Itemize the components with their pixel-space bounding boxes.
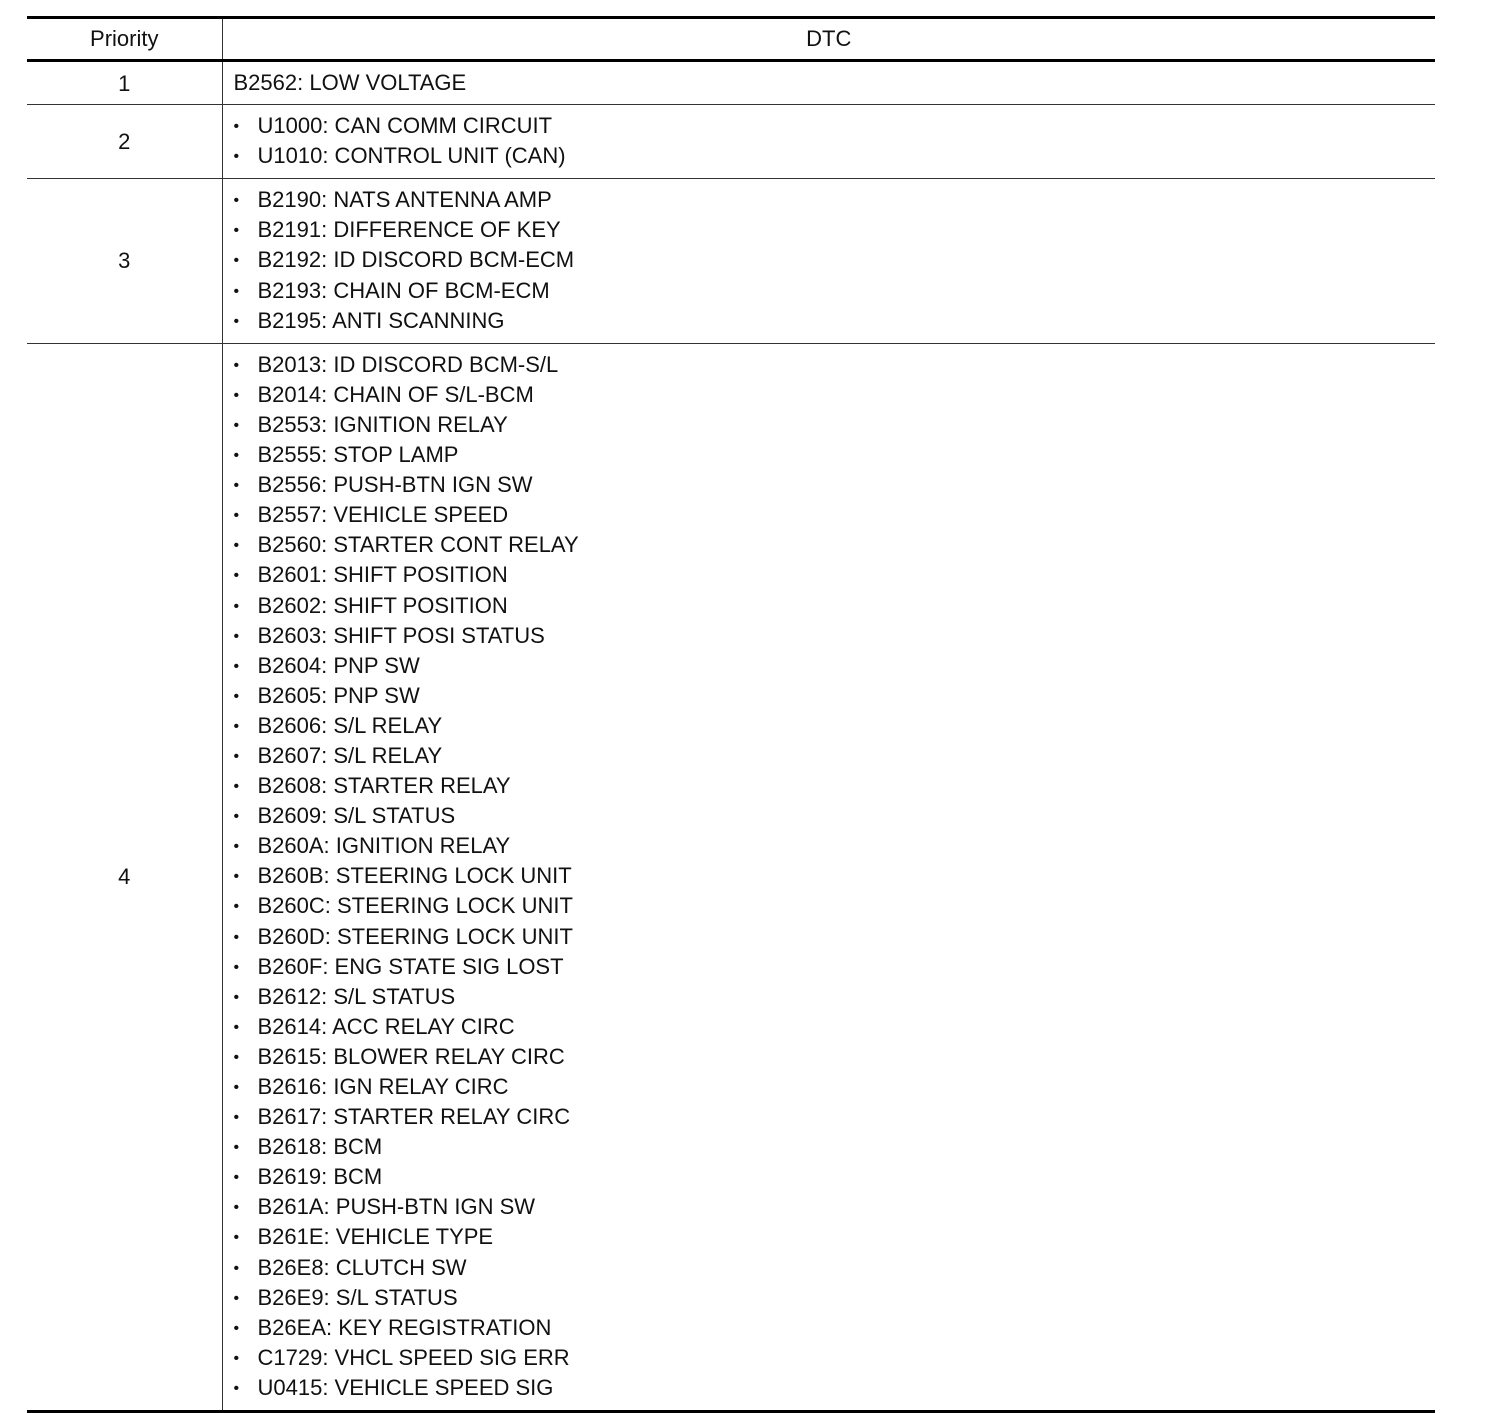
dtc-code-text: B2617: STARTER RELAY CIRC	[257, 1104, 571, 1130]
list-item	[234, 440, 1436, 470]
dtc-code-text: B2605: PNP SW	[257, 682, 420, 708]
priority-cell: 3	[27, 179, 222, 343]
list-item	[234, 1132, 1436, 1162]
list-item	[234, 1222, 1436, 1252]
dtc-code-text: B260A: IGNITION RELAY	[257, 833, 511, 859]
list-item	[234, 350, 1436, 380]
list-item	[234, 560, 1436, 590]
dtc-code-text: B2014: CHAIN OF S/L-BCM	[257, 381, 534, 407]
list-item	[234, 530, 1436, 560]
dtc-code-text: B2609: S/L STATUS	[257, 803, 456, 829]
bullet-icon: •	[233, 1018, 240, 1036]
bullet-icon: •	[233, 838, 240, 856]
bullet-icon: •	[233, 778, 240, 796]
dtc-code-text: B2195: ANTI SCANNING	[257, 307, 505, 333]
list-item	[234, 215, 1436, 245]
table-body	[27, 61, 1435, 1412]
list-item	[234, 591, 1436, 621]
bullet-icon: •	[233, 808, 240, 826]
dtc-code-text: B26EA: KEY REGISTRATION	[257, 1314, 552, 1340]
list-item	[234, 801, 1436, 831]
bullet-icon: •	[233, 447, 240, 465]
list-item	[234, 1373, 1436, 1403]
table-header-row	[27, 18, 1435, 61]
bullet-icon: •	[233, 1289, 240, 1307]
list-item	[234, 1192, 1436, 1222]
bullet-icon: •	[233, 118, 240, 136]
list-item	[234, 380, 1436, 410]
table-row	[27, 179, 1435, 343]
bullet-icon: •	[233, 537, 240, 555]
bullet-icon: •	[233, 1349, 240, 1367]
list-item	[234, 1313, 1436, 1343]
list-item	[234, 500, 1436, 530]
bullet-icon: •	[233, 627, 240, 645]
dtc-code-text: B26E9: S/L STATUS	[257, 1284, 458, 1310]
dtc-cell	[222, 61, 1435, 105]
bullet-icon: •	[233, 222, 240, 240]
list-item	[234, 771, 1436, 801]
bullet-icon: •	[233, 1379, 240, 1397]
dtc-code-text: B2192: ID DISCORD BCM-ECM	[257, 247, 575, 273]
dtc-code-text: B26E8: CLUTCH SW	[257, 1254, 467, 1280]
bullet-icon: •	[233, 477, 240, 495]
dtc-list	[234, 185, 1436, 335]
dtc-cell	[222, 105, 1435, 179]
dtc-code-text: B260C: STEERING LOCK UNIT	[257, 893, 573, 919]
list-item	[234, 741, 1436, 771]
dtc-code-text: B2614: ACC RELAY CIRC	[257, 1013, 515, 1039]
dtc-cell	[222, 343, 1435, 1411]
dtc-code-text: B261A: PUSH-BTN IGN SW	[257, 1194, 536, 1220]
dtc-code-text: B2615: BLOWER RELAY CIRC	[257, 1043, 565, 1069]
list-item	[234, 711, 1436, 741]
list-item	[234, 891, 1436, 921]
table-row	[27, 343, 1435, 1411]
bullet-icon: •	[233, 1259, 240, 1277]
bullet-icon: •	[233, 717, 240, 735]
dtc-code-text: B2606: S/L RELAY	[257, 712, 443, 738]
list-item	[234, 306, 1436, 336]
bullet-icon: •	[233, 416, 240, 434]
priority-cell: 4	[27, 343, 222, 1411]
table-row	[27, 105, 1435, 179]
list-item	[234, 1072, 1436, 1102]
list-item	[234, 185, 1436, 215]
dtc-code-text: U1000: CAN COMM CIRCUIT	[257, 113, 553, 139]
dtc-list	[234, 350, 1436, 1403]
list-item	[234, 1102, 1436, 1132]
dtc-list	[234, 68, 1436, 97]
list-item	[234, 861, 1436, 891]
bullet-icon: •	[233, 252, 240, 270]
bullet-icon: •	[233, 928, 240, 946]
dtc-code-text: B2553: IGNITION RELAY	[257, 411, 508, 437]
bullet-icon: •	[233, 1048, 240, 1066]
list-item	[234, 1283, 1436, 1313]
list-item	[234, 982, 1436, 1012]
bullet-icon: •	[233, 657, 240, 675]
list-item	[234, 681, 1436, 711]
dtc-column-header: DTC	[806, 26, 852, 52]
dtc-code-text: U1010: CONTROL UNIT (CAN)	[257, 143, 566, 169]
dtc-code-text: C1729: VHCL SPEED SIG ERR	[257, 1344, 570, 1370]
dtc-code-text: B260D: STEERING LOCK UNIT	[257, 923, 573, 949]
list-item	[234, 922, 1436, 952]
dtc-code-text: B2562: LOW VOLTAGE	[233, 70, 467, 95]
list-item	[234, 141, 1436, 171]
bullet-icon: •	[233, 1199, 240, 1217]
dtc-code-text: B2556: PUSH-BTN IGN SW	[257, 472, 533, 498]
bullet-icon: •	[233, 507, 240, 525]
dtc-cell	[222, 179, 1435, 343]
bullet-icon: •	[233, 356, 240, 374]
dtc-code-text: B2619: BCM	[257, 1164, 383, 1190]
bullet-icon: •	[233, 1139, 240, 1157]
list-item	[234, 651, 1436, 681]
dtc-code-text: B2560: STARTER CONT RELAY	[257, 532, 579, 558]
dtc-code-text: B261E: VEHICLE TYPE	[257, 1224, 494, 1250]
dtc-code-text: B260F: ENG STATE SIG LOST	[257, 953, 564, 979]
bullet-icon: •	[233, 1319, 240, 1337]
bullet-icon: •	[233, 1079, 240, 1096]
bullet-icon: •	[233, 312, 240, 330]
bullet-icon: •	[233, 1169, 240, 1187]
dtc-code-text: B2602: SHIFT POSITION	[257, 592, 508, 618]
bullet-icon: •	[233, 386, 240, 404]
dtc-code-text: B2191: DIFFERENCE OF KEY	[257, 217, 561, 243]
bullet-icon: •	[233, 687, 240, 705]
list-item	[234, 831, 1436, 861]
dtc-code-text: B2555: STOP LAMP	[257, 442, 459, 468]
list-item	[234, 1162, 1436, 1192]
bullet-icon: •	[233, 597, 240, 615]
list-item	[234, 621, 1436, 651]
list-item	[234, 1042, 1436, 1072]
list-item	[234, 470, 1436, 500]
priority-cell: 2	[27, 105, 222, 179]
dtc-code-text: B260B: STEERING LOCK UNIT	[257, 863, 572, 889]
list-item	[234, 1253, 1436, 1283]
list-item	[234, 68, 1436, 97]
dtc-code-text: B2190: NATS ANTENNA AMP	[257, 187, 552, 213]
dtc-priority-table	[27, 16, 1435, 1413]
bullet-icon: •	[233, 747, 240, 765]
bullet-icon: •	[233, 282, 240, 300]
bullet-icon: •	[233, 148, 240, 166]
bullet-icon: •	[233, 1229, 240, 1247]
bullet-icon: •	[233, 567, 240, 585]
dtc-code-text: B2616: IGN RELAY CIRC	[257, 1074, 509, 1099]
list-item	[234, 410, 1436, 440]
dtc-code-text: B2607: S/L RELAY	[257, 742, 443, 768]
dtc-code-text: B2608: STARTER RELAY	[257, 773, 511, 799]
dtc-code-text: B2013: ID DISCORD BCM-S/L	[257, 351, 559, 377]
list-item	[234, 1012, 1436, 1042]
list-item	[234, 111, 1436, 141]
dtc-list	[234, 111, 1436, 171]
table-row	[27, 61, 1435, 105]
dtc-code-text: B2557: VEHICLE SPEED	[257, 502, 509, 528]
list-item	[234, 952, 1436, 982]
priority-cell: 1	[27, 61, 222, 105]
bullet-icon: •	[233, 898, 240, 916]
dtc-code-text: U0415: VEHICLE SPEED SIG	[257, 1374, 554, 1400]
dtc-code-text: B2618: BCM	[257, 1134, 383, 1160]
dtc-code-text: B2612: S/L STATUS	[257, 983, 456, 1009]
bullet-icon: •	[233, 988, 240, 1006]
priority-column-header: Priority	[27, 18, 222, 61]
dtc-code-text: B2603: SHIFT POSI STATUS	[257, 622, 545, 648]
dtc-code-text: B2193: CHAIN OF BCM-ECM	[257, 277, 550, 303]
bullet-icon: •	[233, 192, 240, 210]
dtc-code-text: B2604: PNP SW	[257, 652, 420, 678]
dtc-code-text: B2601: SHIFT POSITION	[257, 562, 508, 588]
bullet-icon: •	[233, 868, 240, 886]
bullet-icon: •	[233, 958, 240, 976]
list-item	[234, 1343, 1436, 1373]
list-item	[234, 276, 1436, 306]
bullet-icon: •	[233, 1109, 240, 1127]
list-item	[234, 245, 1436, 275]
